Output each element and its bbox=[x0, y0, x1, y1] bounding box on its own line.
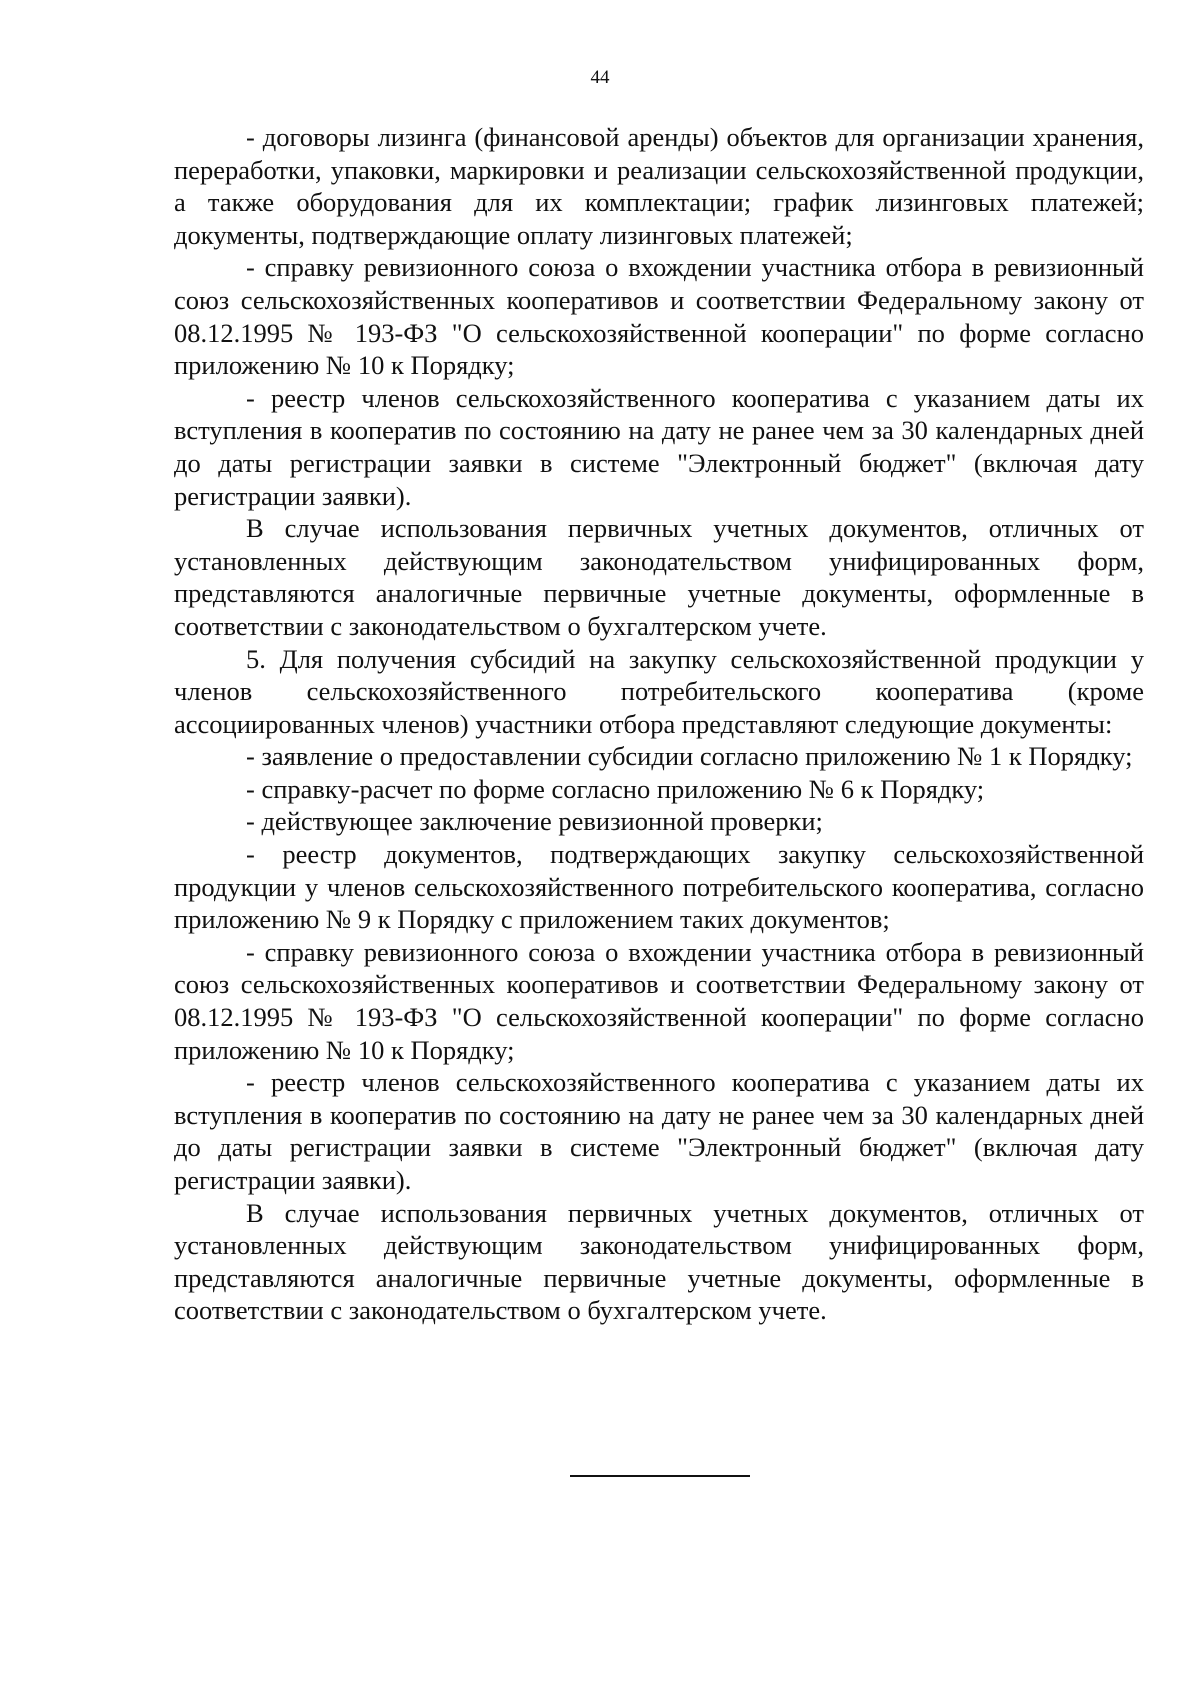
paragraph-members-register: - реестр членов сельскохозяйственного кооператива с указанием даты их вступления в кооператив по состоянию на дату не ранее чем за 30 календарных дней до даты регистрации заявки в системе "Электронный бюджет" (включая дату регистрации заявки). bbox=[174, 382, 1144, 511]
paragraph-subsidy-application: - заявление о предоставлении субсидии согласно приложению № 1 к Порядку; bbox=[246, 741, 1133, 772]
paragraph-primary-documents: В случае использования первичных учетных документов, отличных от установленных действующим законодательством унифицированных форм, представляются аналогичные первичные учетные документы, оформленные в соответствии с законодательством о бухгалтерском учете. bbox=[174, 513, 1144, 641]
paragraph-calculation-certificate: - справку-расчет по форме согласно приложению № 6 к Порядку; bbox=[246, 773, 985, 804]
paragraph-members-register-2: - реестр членов сельскохозяйственного кооператива с указанием даты их вступления в кооператив по состоянию на дату не ранее чем за 30 календарных дней до даты регистрации заявки в системе "Электронный бюджет" (включая дату регистрации заявки). bbox=[174, 1067, 1144, 1195]
paragraph-primary-documents-2: В случае использования первичных учетных документов, отличных от установленных действующим законодательством унифицированных форм, представляются аналогичные первичные учетные документы, оформленные в соответствии с законодательством о бухгалтерском учете. bbox=[174, 1197, 1144, 1326]
paragraph-section-5-intro: 5. Для получения субсидий на закупку сельскохозяйственной продукции у членов сельскохозяйственного потребительского кооператива (кроме ассоциированных членов) участники отбора представляют следующие документы: bbox=[174, 643, 1144, 739]
paragraph-purchase-documents-register: - реестр документов, подтверждающих закупку сельскохозяйственной продукции у членов сельскохозяйственного потребительского кооператива, согласно приложению № 9 к Порядку с приложением таких документов; bbox=[174, 839, 1144, 935]
paragraph-audit-union-certificate: - справку ревизионного союза о вхождении участника отбора в ревизионный союз сельскохозяйственных кооперативов и соответствии Федеральному закону от 08.12.1995 № 193-ФЗ "О сельскохозяйственной кооперации" по форме согласно приложению № 10 к Порядку; bbox=[174, 252, 1144, 381]
page-number: 44 bbox=[590, 67, 610, 88]
paragraph-leasing-contracts: - договоры лизинга (финансовой аренды) объектов для организации хранения, переработки, упаковки, маркировки и реализации сельскохозяйственной продукции, а также оборудования для их комплектации; график лизинговых платежей; документы, подтверждающие оплату лизинговых платежей; bbox=[174, 122, 1144, 250]
body-text bbox=[174, 121, 1144, 1327]
paragraph-audit-conclusion: - действующее заключение ревизионной проверки; bbox=[246, 806, 823, 837]
paragraph-audit-union-certificate-2: - справку ревизионного союза о вхождении участника отбора в ревизионный союз сельскохозяйственных кооперативов и соответствии Федеральному закону от 08.12.1995 № 193-ФЗ "О сельскохозяйственной кооперации" по форме согласно приложению № 10 к Порядку; bbox=[174, 936, 1144, 1065]
end-of-document-rule bbox=[570, 1475, 750, 1477]
